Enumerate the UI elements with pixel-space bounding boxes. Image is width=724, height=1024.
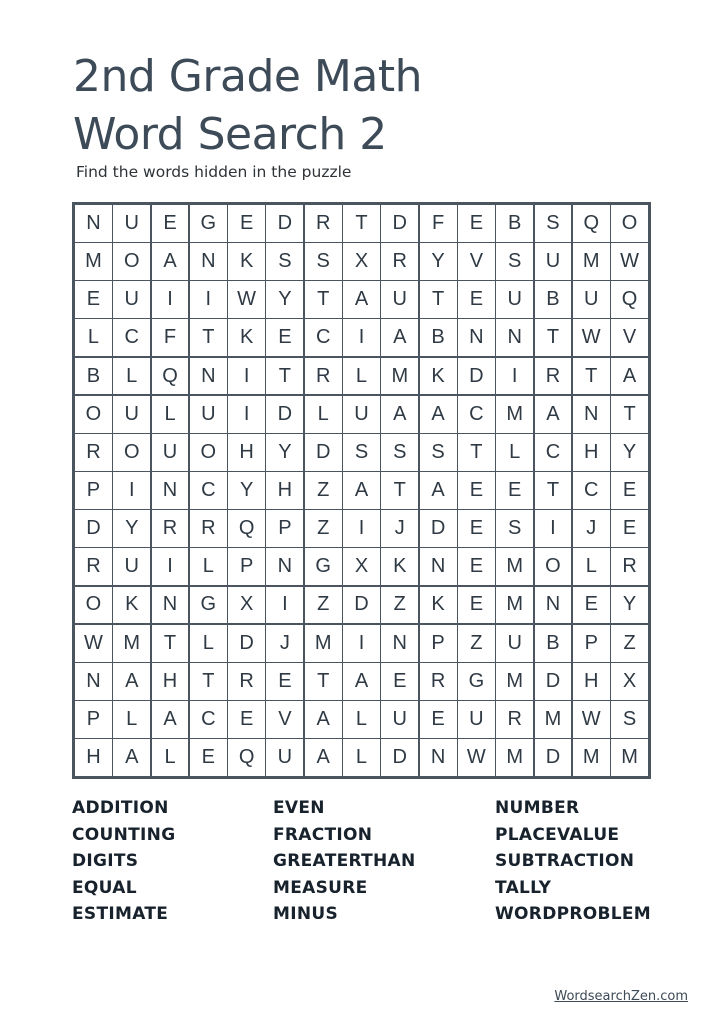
grid-cell[interactable]: C — [573, 472, 610, 509]
grid-cell[interactable]: W — [573, 701, 610, 738]
grid-cell[interactable]: U — [458, 701, 495, 738]
grid-cell[interactable]: L — [343, 739, 380, 776]
grid-cell[interactable]: A — [113, 739, 150, 776]
grid-cell[interactable]: E — [458, 472, 495, 509]
grid-cell[interactable]: B — [535, 281, 572, 318]
word-item: COUNTING — [72, 824, 176, 845]
grid-cell[interactable]: P — [228, 548, 265, 585]
instructions: Find the words hidden in the puzzle — [76, 163, 352, 181]
grid-cell[interactable]: I — [266, 587, 303, 624]
grid-cell[interactable]: D — [343, 587, 380, 624]
grid-cell[interactable]: O — [113, 434, 150, 471]
grid-cell[interactable]: Y — [266, 281, 303, 318]
grid-cell[interactable]: N — [190, 243, 227, 280]
grid-cell[interactable]: T — [343, 205, 380, 242]
grid-cell[interactable]: U — [190, 396, 227, 433]
grid-cell[interactable]: T — [190, 319, 227, 356]
grid-cell[interactable]: P — [420, 625, 457, 662]
grid-cell[interactable]: O — [75, 396, 112, 433]
grid-cell[interactable]: E — [458, 548, 495, 585]
word-item: NUMBER — [495, 798, 580, 818]
word-column — [273, 795, 416, 928]
grid-cell[interactable]: H — [152, 663, 189, 700]
grid-cell[interactable]: L — [305, 396, 342, 433]
grid-cell[interactable]: A — [305, 739, 342, 776]
word-item: FRACTION — [273, 824, 373, 845]
word-list — [72, 795, 672, 935]
grid-cell[interactable]: O — [113, 243, 150, 280]
grid-cell[interactable]: X — [343, 548, 380, 585]
grid-cell[interactable]: B — [496, 205, 533, 242]
grid-cell[interactable]: Y — [611, 587, 648, 624]
grid-cell[interactable]: E — [420, 701, 457, 738]
grid-cell[interactable]: E — [458, 281, 495, 318]
grid-cell[interactable]: M — [113, 625, 150, 662]
grid-cell[interactable]: X — [228, 587, 265, 624]
grid-cell[interactable]: T — [190, 663, 227, 700]
grid-cell[interactable]: E — [228, 701, 265, 738]
word-item: DIGITS — [72, 851, 139, 871]
grid-cell[interactable]: R — [75, 434, 112, 471]
grid-cell[interactable]: E — [496, 472, 533, 509]
grid-cell[interactable]: Q — [152, 358, 189, 395]
grid-cell[interactable]: C — [113, 319, 150, 356]
grid-cell[interactable]: M — [535, 701, 572, 738]
grid-cell[interactable]: S — [496, 510, 533, 547]
grid-cell[interactable]: Q — [228, 739, 265, 776]
grid-cell[interactable]: T — [305, 281, 342, 318]
grid-cell[interactable]: S — [343, 434, 380, 471]
grid-cell[interactable]: E — [266, 663, 303, 700]
grid-cell[interactable]: G — [190, 587, 227, 624]
grid-cell[interactable]: I — [152, 281, 189, 318]
title-line-1: 2nd Grade Math — [73, 51, 422, 102]
word-item: TALLY — [495, 877, 552, 898]
grid-cell[interactable]: E — [152, 205, 189, 242]
grid-cell[interactable]: S — [305, 243, 342, 280]
grid-cell[interactable]: Z — [305, 510, 342, 547]
grid-cell[interactable]: M — [573, 243, 610, 280]
grid-cell[interactable]: T — [458, 434, 495, 471]
grid-cell[interactable]: Q — [573, 205, 610, 242]
grid-cell[interactable]: M — [496, 739, 533, 776]
grid-cell[interactable]: N — [75, 205, 112, 242]
grid-cell[interactable]: D — [535, 739, 572, 776]
grid-cell[interactable]: G — [458, 663, 495, 700]
grid-cell[interactable]: N — [152, 587, 189, 624]
grid-cell[interactable]: B — [75, 358, 112, 395]
word-item: GREATERTHAN — [273, 851, 416, 871]
grid-cell[interactable]: Y — [266, 434, 303, 471]
grid-cell[interactable]: Q — [611, 281, 648, 318]
word-column — [495, 795, 651, 928]
grid-cell[interactable]: I — [343, 625, 380, 662]
grid-cell[interactable]: R — [381, 243, 418, 280]
grid-cell[interactable]: U — [113, 396, 150, 433]
grid-cell[interactable]: L — [343, 358, 380, 395]
grid-cell[interactable]: N — [496, 319, 533, 356]
grid-cell[interactable]: S — [611, 701, 648, 738]
grid-cell[interactable]: R — [611, 548, 648, 585]
grid-cell[interactable]: A — [343, 281, 380, 318]
grid-cell[interactable]: W — [458, 739, 495, 776]
grid-cell[interactable]: A — [381, 396, 418, 433]
grid-cell[interactable]: N — [190, 358, 227, 395]
grid-cell[interactable]: N — [420, 739, 457, 776]
grid-cell[interactable]: S — [381, 434, 418, 471]
word-column — [72, 795, 175, 928]
grid-cell[interactable]: U — [266, 739, 303, 776]
grid-cell[interactable]: P — [75, 701, 112, 738]
grid-cell[interactable]: A — [420, 396, 457, 433]
grid-cell[interactable]: Z — [381, 587, 418, 624]
grid-cell[interactable]: F — [152, 319, 189, 356]
grid-cell[interactable]: I — [113, 472, 150, 509]
grid-cell[interactable]: O — [190, 434, 227, 471]
grid-cell[interactable]: A — [535, 396, 572, 433]
grid-cell[interactable]: K — [420, 587, 457, 624]
grid-cell[interactable]: I — [152, 548, 189, 585]
grid-cell[interactable]: O — [611, 205, 648, 242]
grid-cell[interactable]: S — [266, 243, 303, 280]
grid-cell[interactable]: J — [266, 625, 303, 662]
grid-cell[interactable]: R — [305, 205, 342, 242]
grid-cell[interactable]: N — [266, 548, 303, 585]
grid-cell[interactable]: Y — [611, 434, 648, 471]
grid-cell[interactable]: I — [343, 319, 380, 356]
grid-cell[interactable]: U — [381, 701, 418, 738]
grid-cell[interactable]: U — [113, 205, 150, 242]
grid-cell[interactable]: L — [573, 548, 610, 585]
grid-cell[interactable]: M — [573, 739, 610, 776]
grid-cell[interactable]: S — [535, 205, 572, 242]
grid-cell[interactable]: E — [458, 587, 495, 624]
grid-cell[interactable]: T — [535, 472, 572, 509]
grid-cell[interactable]: D — [75, 510, 112, 547]
grid-cell[interactable]: L — [113, 358, 150, 395]
grid-cell[interactable]: E — [228, 205, 265, 242]
grid-cell[interactable]: Z — [305, 472, 342, 509]
grid-cell[interactable]: M — [496, 587, 533, 624]
grid-cell[interactable]: K — [228, 243, 265, 280]
grid-cell[interactable]: E — [381, 663, 418, 700]
grid-cell[interactable]: R — [190, 510, 227, 547]
grid-cell[interactable]: A — [381, 319, 418, 356]
grid-cell[interactable]: V — [611, 319, 648, 356]
grid-cell[interactable]: P — [573, 625, 610, 662]
grid-cell[interactable]: D — [381, 739, 418, 776]
grid-cell[interactable]: L — [152, 396, 189, 433]
grid-cell[interactable]: H — [266, 472, 303, 509]
grid-cell[interactable]: J — [573, 510, 610, 547]
grid-cell[interactable]: U — [573, 281, 610, 318]
grid-cell[interactable]: L — [343, 701, 380, 738]
grid-cell[interactable]: M — [305, 625, 342, 662]
grid-cell[interactable]: I — [496, 358, 533, 395]
grid-cell[interactable]: N — [381, 625, 418, 662]
grid-cell[interactable]: F — [420, 205, 457, 242]
grid-cell[interactable]: E — [75, 281, 112, 318]
grid-cell[interactable]: W — [228, 281, 265, 318]
grid-cell[interactable]: H — [228, 434, 265, 471]
grid-cell[interactable]: T — [573, 358, 610, 395]
grid-cell[interactable]: T — [266, 358, 303, 395]
grid-cell[interactable]: H — [573, 663, 610, 700]
grid-cell[interactable]: K — [228, 319, 265, 356]
grid-cell[interactable]: N — [75, 663, 112, 700]
grid-cell[interactable]: Y — [420, 243, 457, 280]
grid-cell[interactable]: L — [152, 739, 189, 776]
grid-cell[interactable]: C — [458, 396, 495, 433]
grid-cell[interactable]: T — [420, 281, 457, 318]
letter-grid — [72, 202, 651, 779]
grid-cell[interactable]: U — [113, 281, 150, 318]
grid-cell[interactable]: K — [113, 587, 150, 624]
grid-cell[interactable]: M — [611, 739, 648, 776]
grid-cell[interactable]: M — [496, 548, 533, 585]
grid-cell[interactable]: G — [305, 548, 342, 585]
grid-cell[interactable]: R — [152, 510, 189, 547]
grid-cell[interactable]: O — [75, 587, 112, 624]
grid-cell[interactable]: E — [458, 510, 495, 547]
grid-cell[interactable]: N — [152, 472, 189, 509]
grid-cell[interactable]: X — [611, 663, 648, 700]
grid-cell[interactable]: Z — [611, 625, 648, 662]
grid-cell[interactable]: E — [458, 205, 495, 242]
grid-cell[interactable]: W — [75, 625, 112, 662]
grid-cell[interactable]: U — [496, 281, 533, 318]
grid-cell[interactable]: A — [611, 358, 648, 395]
grid-cell[interactable]: M — [496, 663, 533, 700]
grid-cell[interactable]: E — [611, 510, 648, 547]
grid-cell[interactable]: E — [266, 319, 303, 356]
grid-cell[interactable]: A — [152, 243, 189, 280]
grid-cell[interactable]: D — [266, 396, 303, 433]
grid-cell[interactable]: K — [381, 548, 418, 585]
word-item: ESTIMATE — [72, 904, 169, 924]
grid-cell[interactable]: B — [420, 319, 457, 356]
grid-cell[interactable]: C — [190, 472, 227, 509]
grid-cell[interactable]: K — [420, 358, 457, 395]
word-item: MEASURE — [273, 877, 368, 898]
grid-cell[interactable]: Q — [228, 510, 265, 547]
grid-cell[interactable]: L — [190, 625, 227, 662]
grid-cell[interactable]: D — [381, 205, 418, 242]
grid-cell[interactable]: U — [381, 281, 418, 318]
grid-cell[interactable]: T — [535, 319, 572, 356]
word-item: EVEN — [273, 798, 325, 818]
grid-cell[interactable]: I — [535, 510, 572, 547]
grid-cell[interactable]: H — [573, 434, 610, 471]
grid-cell[interactable]: N — [535, 587, 572, 624]
grid-cell[interactable]: W — [611, 243, 648, 280]
grid-cell[interactable]: C — [190, 701, 227, 738]
grid-cell[interactable]: I — [343, 510, 380, 547]
grid-cell[interactable]: D — [420, 510, 457, 547]
site-link[interactable]: WordsearchZen.com — [554, 989, 688, 1004]
grid-cell[interactable]: H — [75, 739, 112, 776]
grid-cell[interactable]: S — [496, 243, 533, 280]
grid-cell[interactable]: R — [496, 701, 533, 738]
grid-cell[interactable]: P — [266, 510, 303, 547]
grid-cell[interactable]: L — [113, 701, 150, 738]
grid-cell[interactable]: L — [190, 548, 227, 585]
grid-cell[interactable]: N — [420, 548, 457, 585]
word-item: ADDITION — [72, 798, 169, 818]
grid-cell[interactable]: A — [343, 663, 380, 700]
grid-cell[interactable]: C — [305, 319, 342, 356]
grid-cell[interactable]: P — [75, 472, 112, 509]
grid-cell[interactable]: A — [420, 472, 457, 509]
grid-cell[interactable]: Y — [113, 510, 150, 547]
word-item: WORDPROBLEM — [495, 904, 652, 924]
grid-cell[interactable]: R — [420, 663, 457, 700]
grid-cell[interactable]: Z — [305, 587, 342, 624]
grid-cell[interactable]: D — [535, 663, 572, 700]
grid-cell[interactable]: M — [496, 396, 533, 433]
grid-cell[interactable]: L — [75, 319, 112, 356]
title-line-2: Word Search 2 — [73, 109, 387, 160]
word-item: MINUS — [273, 904, 339, 924]
grid-cell[interactable]: Y — [228, 472, 265, 509]
grid-cell[interactable]: L — [496, 434, 533, 471]
grid-cell[interactable]: T — [305, 663, 342, 700]
grid-cell[interactable]: T — [611, 396, 648, 433]
grid-cell[interactable]: N — [458, 319, 495, 356]
grid-cell[interactable]: R — [305, 358, 342, 395]
grid-cell[interactable]: U — [496, 625, 533, 662]
word-item: EQUAL — [72, 877, 137, 898]
grid-cell[interactable]: D — [305, 434, 342, 471]
grid-cell[interactable]: A — [152, 701, 189, 738]
grid-cell[interactable]: E — [573, 587, 610, 624]
grid-cell[interactable]: V — [458, 243, 495, 280]
grid-cell[interactable]: U — [152, 434, 189, 471]
grid-cell[interactable]: D — [228, 625, 265, 662]
grid-cell[interactable]: I — [190, 281, 227, 318]
grid-cell[interactable]: R — [535, 358, 572, 395]
grid-cell[interactable]: A — [343, 472, 380, 509]
grid-cell[interactable]: D — [458, 358, 495, 395]
grid-cell[interactable]: O — [535, 548, 572, 585]
grid-cell[interactable]: U — [343, 396, 380, 433]
page-title — [73, 48, 422, 164]
grid-cell[interactable]: E — [611, 472, 648, 509]
grid-cell[interactable]: Z — [458, 625, 495, 662]
grid-cell[interactable]: R — [228, 663, 265, 700]
grid-cell[interactable]: W — [573, 319, 610, 356]
grid-cell[interactable]: G — [190, 205, 227, 242]
grid-cell[interactable]: I — [228, 396, 265, 433]
grid-cell[interactable]: I — [228, 358, 265, 395]
grid-cell[interactable]: R — [75, 548, 112, 585]
grid-cell[interactable]: B — [535, 625, 572, 662]
word-item: SUBTRACTION — [495, 851, 635, 871]
grid-cell[interactable]: X — [343, 243, 380, 280]
grid-cell[interactable]: M — [381, 358, 418, 395]
grid-cell[interactable]: M — [75, 243, 112, 280]
grid-cell[interactable]: J — [381, 510, 418, 547]
grid-cell[interactable]: A — [113, 663, 150, 700]
grid-cell[interactable]: T — [381, 472, 418, 509]
grid-cell[interactable]: E — [190, 739, 227, 776]
grid-cell[interactable]: D — [266, 205, 303, 242]
grid-cell[interactable]: T — [152, 625, 189, 662]
grid-cell[interactable]: C — [535, 434, 572, 471]
grid-cell[interactable]: U — [113, 548, 150, 585]
grid-cell[interactable]: V — [266, 701, 303, 738]
grid-cell[interactable]: S — [420, 434, 457, 471]
grid-cell[interactable]: A — [305, 701, 342, 738]
grid-cell[interactable]: U — [535, 243, 572, 280]
word-item: PLACEVALUE — [495, 824, 620, 845]
grid-cell[interactable]: N — [573, 396, 610, 433]
